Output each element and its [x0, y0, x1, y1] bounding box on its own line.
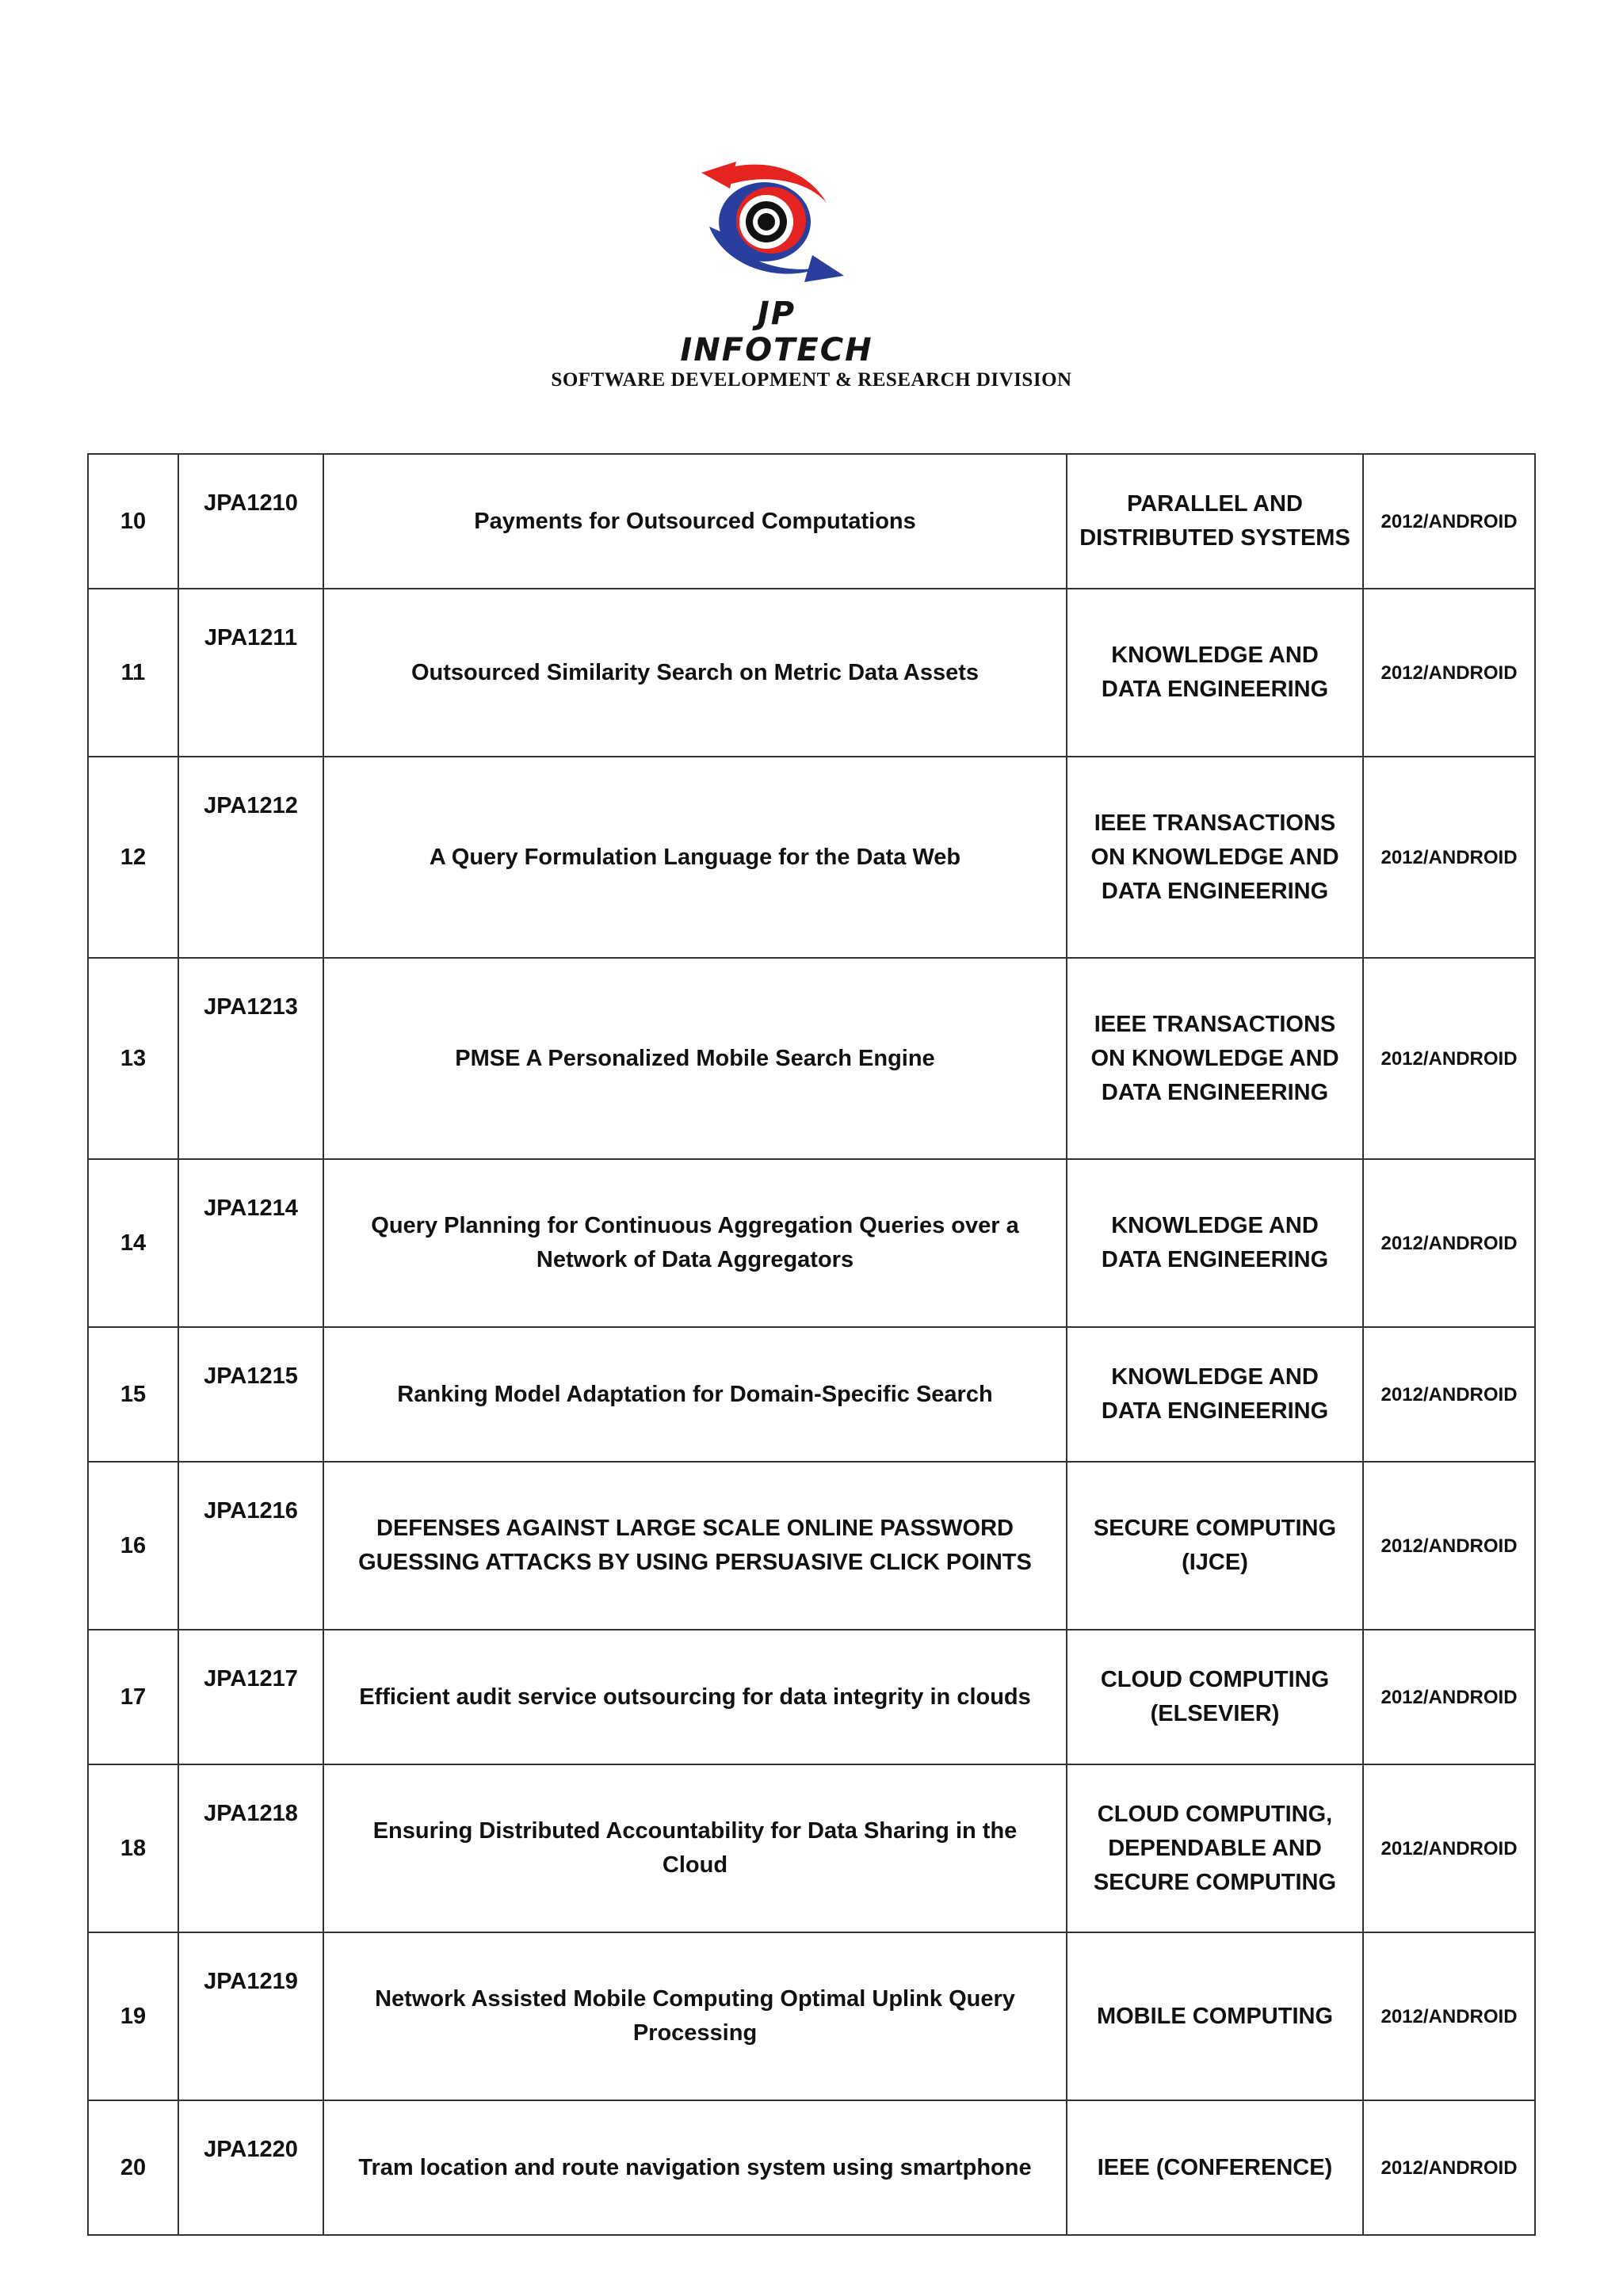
project-domain: PARALLEL AND DISTRIBUTED SYSTEMS	[1067, 454, 1363, 589]
serial-number: 10	[88, 454, 178, 589]
project-domain: KNOWLEDGE AND DATA ENGINEERING	[1067, 589, 1363, 757]
table-row	[88, 1630, 1535, 1764]
project-year: 2012/ANDROID	[1363, 1764, 1535, 1932]
project-code: JPA1218	[178, 1764, 323, 1932]
project-year: 2012/ANDROID	[1363, 589, 1535, 757]
project-code: JPA1214	[178, 1159, 323, 1327]
table-row	[88, 1764, 1535, 1932]
table-row	[88, 2100, 1535, 2235]
project-domain: SECURE COMPUTING (IJCE)	[1067, 1462, 1363, 1630]
project-year: 2012/ANDROID	[1363, 757, 1535, 958]
project-domain: MOBILE COMPUTING	[1067, 1932, 1363, 2100]
project-year: 2012/ANDROID	[1363, 958, 1535, 1159]
table-row	[88, 757, 1535, 958]
table-row	[88, 1327, 1535, 1462]
serial-number: 16	[88, 1462, 178, 1630]
serial-number: 12	[88, 757, 178, 958]
project-domain: CLOUD COMPUTING, DEPENDABLE AND SECURE COMPUTING	[1067, 1764, 1363, 1932]
table-row	[88, 1462, 1535, 1630]
project-code: JPA1211	[178, 589, 323, 757]
project-title: Tram location and route navigation system using smartphone	[323, 2100, 1067, 2235]
serial-number: 15	[88, 1327, 178, 1462]
serial-number: 19	[88, 1932, 178, 2100]
project-code: JPA1210	[178, 454, 323, 589]
serial-number: 18	[88, 1764, 178, 1932]
project-code: JPA1219	[178, 1932, 323, 2100]
project-domain: KNOWLEDGE AND DATA ENGINEERING	[1067, 1159, 1363, 1327]
project-year: 2012/ANDROID	[1363, 454, 1535, 589]
table-row	[88, 958, 1535, 1159]
project-table	[87, 453, 1536, 2236]
project-code: JPA1215	[178, 1327, 323, 1462]
project-title: PMSE A Personalized Mobile Search Engine	[323, 958, 1067, 1159]
project-code: JPA1217	[178, 1630, 323, 1764]
project-domain: CLOUD COMPUTING (ELSEVIER)	[1067, 1630, 1363, 1764]
red-arrowhead-icon	[701, 162, 736, 189]
brand-name: JP INFOTECH	[680, 296, 873, 368]
serial-number: 11	[88, 589, 178, 757]
project-year: 2012/ANDROID	[1363, 2100, 1535, 2235]
project-title: Payments for Outsourced Computations	[323, 454, 1067, 589]
project-year: 2012/ANDROID	[1363, 1327, 1535, 1462]
serial-number: 13	[88, 958, 178, 1159]
project-code: JPA1216	[178, 1462, 323, 1630]
serial-number: 14	[88, 1159, 178, 1327]
blue-arrowhead-icon	[804, 255, 844, 282]
company-logo	[658, 157, 896, 368]
project-code: JPA1220	[178, 2100, 323, 2235]
project-domain: KNOWLEDGE AND DATA ENGINEERING	[1067, 1327, 1363, 1462]
project-year: 2012/ANDROID	[1363, 1159, 1535, 1327]
table-row	[88, 1932, 1535, 2100]
table-row	[88, 454, 1535, 589]
project-title: Outsourced Similarity Search on Metric Data Assets	[323, 589, 1067, 757]
project-domain: IEEE TRANSACTIONS ON KNOWLEDGE AND DATA ENGINEERING	[1067, 757, 1363, 958]
project-title: Ensuring Distributed Accountability for Data Sharing in the Cloud	[323, 1764, 1067, 1932]
project-title: Ranking Model Adaptation for Domain-Specific Search	[323, 1327, 1067, 1462]
project-title: DEFENSES AGAINST LARGE SCALE ONLINE PASSWORD GUESSING ATTACKS BY USING PERSUASIVE CLICK POINTS	[323, 1462, 1067, 1630]
project-year: 2012/ANDROID	[1363, 1462, 1535, 1630]
project-code: JPA1213	[178, 958, 323, 1159]
project-year: 2012/ANDROID	[1363, 1932, 1535, 2100]
serial-number: 17	[88, 1630, 178, 1764]
project-code: JPA1212	[178, 757, 323, 958]
jp-infotech-logo-icon	[685, 157, 868, 292]
division-title: SOFTWARE DEVELOPMENT & RESEARCH DIVISION	[551, 369, 1072, 391]
project-title: A Query Formulation Language for the Data Web	[323, 757, 1067, 958]
table-row	[88, 1159, 1535, 1327]
project-title: Efficient audit service outsourcing for data integrity in clouds	[323, 1630, 1067, 1764]
project-domain: IEEE TRANSACTIONS ON KNOWLEDGE AND DATA ENGINEERING	[1067, 958, 1363, 1159]
project-domain: IEEE (CONFERENCE)	[1067, 2100, 1363, 2235]
project-title: Network Assisted Mobile Computing Optimal Uplink Query Processing	[323, 1932, 1067, 2100]
table-row	[88, 589, 1535, 757]
project-year: 2012/ANDROID	[1363, 1630, 1535, 1764]
project-title: Query Planning for Continuous Aggregation Queries over a Network of Data Aggregators	[323, 1159, 1067, 1327]
serial-number: 20	[88, 2100, 178, 2235]
